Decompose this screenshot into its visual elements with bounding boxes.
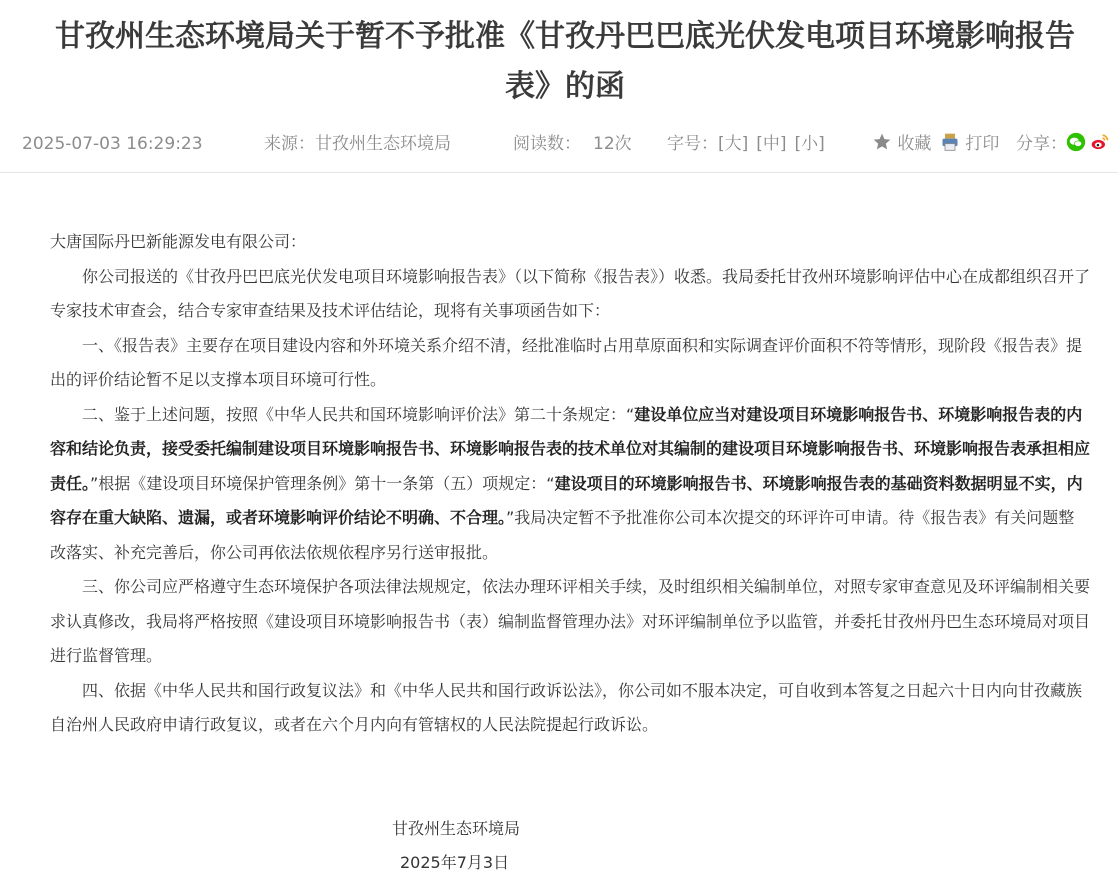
article-body — [50, 225, 1090, 743]
publish-datetime: 2025-07-03 16:29:23 — [22, 134, 203, 154]
paragraph-item-3: 三、你公司应严格遵守生态环境保护各项法律法规规定，依法办理环评相关手续，及时组织相关编制单位，对照专家审查意见及环评编制相关要求认真修改，我局将严格按照《建设项目环境影响报告书（表）编制监督管理办法》对环评编制单位予以监管，并委托甘孜州丹巴生态环境局对项目进行监督管理。 — [50, 577, 1091, 665]
paragraph-item-1: 一、《报告表》主要存在项目建设内容和外环境关系介绍不清，经批准临时占用草原面积和实际调查评价面积不符等情形，现阶段《报告表》提出的评价结论暂不足以支撑本项目环境可行性。 — [50, 335, 1083, 389]
font-size-control — [667, 131, 825, 157]
font-medium-button[interactable]: [中] — [756, 134, 787, 154]
favorite-button[interactable] — [872, 131, 931, 157]
font-large-button[interactable]: [大] — [718, 134, 749, 154]
font-small-button[interactable]: [小] — [794, 134, 825, 154]
print-button[interactable] — [940, 131, 999, 157]
share-label: 分享： — [1016, 134, 1067, 154]
print-label: 打印 — [965, 134, 1000, 154]
wechat-icon — [1066, 132, 1086, 152]
font-size-label: 字号： — [667, 134, 718, 154]
reads-label: 阅读数： — [513, 134, 581, 154]
source-info — [264, 131, 451, 157]
paragraph-item-4: 四、依据《中华人民共和国行政复议法》和《中华人民共和国行政诉讼法》，你公司如不服本决定，可自收到本答复之日起六十日内向甘孜藏族自治州人民政府申请行政复议，或者在六个月内向有管辖权的人民法院提起行政诉讼。 — [50, 680, 1083, 734]
share-weibo-button[interactable] — [1090, 131, 1110, 157]
paragraph-intro: 你公司报送的《甘孜丹巴巴底光伏发电项目环境影响报告表》（以下简称《报告表》）收悉。我局委托甘孜州环境影响评估中心在成都组织召开了专家技术审查会，结合专家审查结果及技术评估结论，现将有关事项函告如下： — [50, 266, 1091, 320]
article-meta-bar — [22, 131, 1112, 157]
item-2-quote-eia-law: 建设单位应当对建设项目环境影响报告书、环境影响报告表的内容和结论负责，接受委托编制建设项目环境影响报告书、环境影响报告表的技术单位对其编制的建设项目环境影响报告书、环境影响报告表承担相应责任。 — [50, 404, 1091, 493]
salutation: 大唐国际丹巴新能源发电有限公司： — [50, 232, 307, 251]
reads-count: 12次 — [593, 134, 632, 154]
source-name: 甘孜州生态环境局 — [315, 134, 451, 154]
share-wechat-button[interactable] — [1066, 131, 1086, 157]
item-2-quote-regulation: 建设项目的环境影响报告书、环境影响报告表的基础资料数据明显不实，内容存在重大缺陷、遗漏，或者环境影响评价结论不明确、不合理。 — [50, 473, 1083, 527]
read-count-info — [513, 131, 632, 157]
title-line-1: 甘孜州生态环境局关于暂不予批准《甘孜丹巴巴底光伏发电项目环境影响报告 — [55, 19, 1075, 54]
star-icon — [872, 132, 892, 152]
weibo-icon — [1090, 132, 1110, 152]
signoff — [392, 812, 520, 880]
meta-divider — [0, 172, 1118, 173]
item-2-text-e: ”我局决定暂不予批准你公司本次提交的环评许可申请。待《报告表》有关问题整改落实、补充完善后，你公司再依法依规依程序另行送审报批。 — [50, 508, 1075, 562]
source-label: 来源： — [264, 134, 315, 154]
favorite-label: 收藏 — [897, 134, 932, 154]
article-title — [20, 12, 1110, 112]
item-2-text-c: ”根据《建设项目环境保护管理条例》第十一条第（五）项规定：“ — [90, 473, 555, 493]
signoff-organization: 甘孜州生态环境局 — [392, 819, 521, 838]
signoff-date: 2025年7月3日 — [400, 853, 510, 872]
printer-icon — [940, 132, 960, 152]
title-line-2: 表》的函 — [505, 69, 625, 104]
paragraph-item-2 — [50, 398, 1090, 571]
item-2-text-a: 二、鉴于上述问题，按照《中华人民共和国环境影响评价法》第二十条规定：“ — [82, 404, 635, 424]
